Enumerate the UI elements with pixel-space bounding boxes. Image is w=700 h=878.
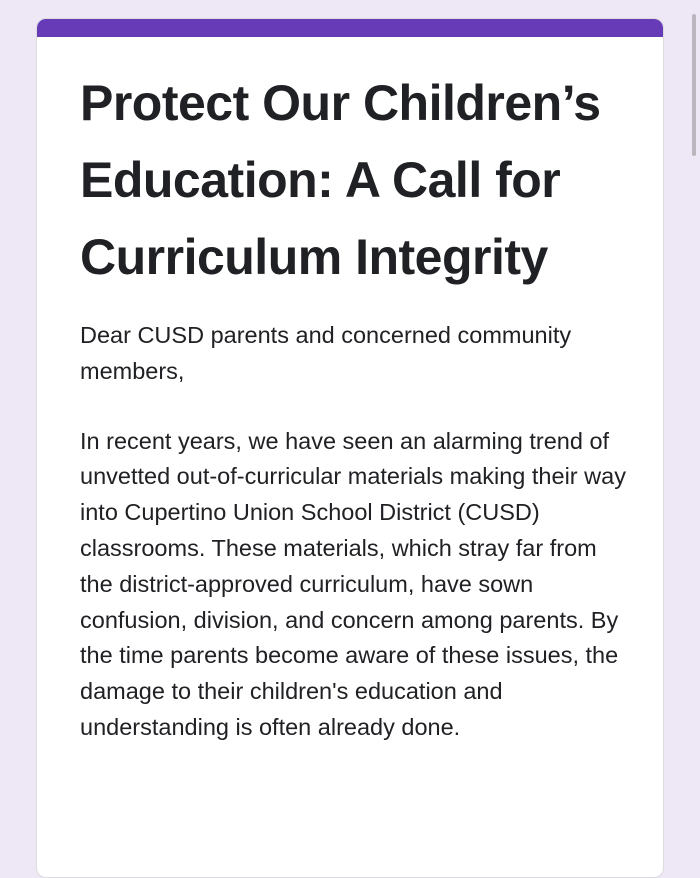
form-description [80,65,635,746]
page-scrollbar[interactable] [690,0,700,849]
form-title: Protect Our Children’s Education: A Call for Curriculum Integrity [80,75,601,285]
scrollbar-thumb[interactable] [692,14,696,156]
body-paragraph: In recent years, we have seen an alarming trend of unvetted out-of-curricular materials making their way into Cupertino Union School District (CUSD) classrooms. These materials, which stray far from the district-approved curriculum, have sown confusion, division, and concern among parents. By the time parents become aware of these issues, the damage to their children's education and understanding is often already done. [80,427,626,740]
form-header-card [36,18,664,878]
greeting-paragraph: Dear CUSD parents and concerned community members, [80,322,572,384]
card-accent-bar [37,19,663,37]
